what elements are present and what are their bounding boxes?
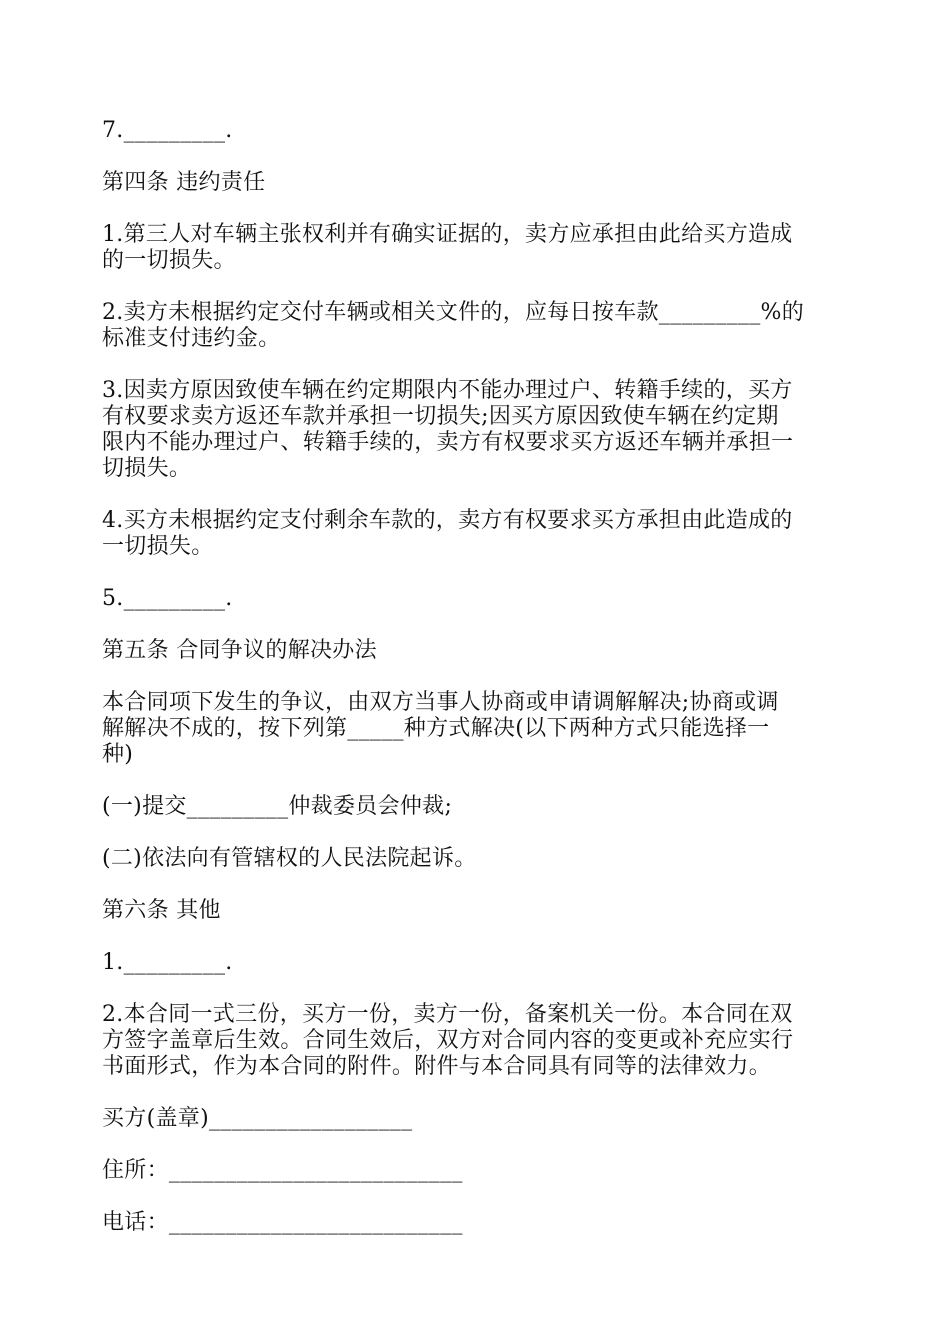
contract-paragraph <box>102 690 852 768</box>
contract-paragraph <box>102 794 852 820</box>
paragraph-line: (一)提交_________仲裁委员会仲裁; <box>102 794 453 819</box>
contract-paragraph <box>102 170 852 196</box>
paragraph-line: 切损失。 <box>102 456 192 481</box>
paragraph-line: (二)依法向有管辖权的人民法院起诉。 <box>102 846 477 871</box>
paragraph-line: 住所：__________________________ <box>102 1158 463 1183</box>
paragraph-line: 解解决不成的，按下列第_____种方式解决(以下两种方式只能选择一 <box>102 716 770 741</box>
contract-paragraph <box>102 1106 852 1132</box>
contract-paragraph <box>102 222 852 274</box>
paragraph-line: 标准支付违约金。 <box>102 326 281 351</box>
contract-paragraph <box>102 586 852 612</box>
paragraph-line: 的一切损失。 <box>102 248 236 273</box>
paragraph-line: 1._________. <box>102 950 233 975</box>
paragraph-line: 第四条 违约责任 <box>102 170 266 195</box>
paragraph-line: 7._________. <box>102 118 233 143</box>
paragraph-line: 本合同项下发生的争议，由双方当事人协商或申请调解解决;协商或调 <box>102 690 779 715</box>
paragraph-line: 种) <box>102 742 134 767</box>
paragraph-line: 第六条 其他 <box>102 898 221 923</box>
paragraph-line: 4.买方未根据约定支付剩余车款的，卖方有权要求买方承担由此造成的 <box>102 508 793 533</box>
contract-page <box>102 118 852 1262</box>
contract-paragraph <box>102 1002 852 1080</box>
paragraph-line: 1.第三人对车辆主张权利并有确实证据的，卖方应承担由此给买方造成 <box>102 222 793 247</box>
paragraph-line: 3.因卖方原因致使车辆在约定期限内不能办理过户、转籍手续的，买方 <box>102 378 793 403</box>
paragraph-line: 书面形式，作为本合同的附件。附件与本合同具有同等的法律效力。 <box>102 1054 772 1079</box>
paragraph-line: 买方(盖章)__________________ <box>102 1106 413 1131</box>
contract-paragraph <box>102 300 852 352</box>
paragraph-line: 电话：__________________________ <box>102 1210 463 1235</box>
contract-paragraph <box>102 950 852 976</box>
paragraph-line: 2.本合同一式三份，买方一份，卖方一份，备案机关一份。本合同在双 <box>102 1002 793 1027</box>
contract-paragraph <box>102 118 852 144</box>
paragraph-line: 限内不能办理过户、转籍手续的，卖方有权要求买方返还车辆并承担一 <box>102 430 794 455</box>
paragraph-line: 2.卖方未根据约定交付车辆或相关文件的，应每日按车款_________%的 <box>102 300 804 325</box>
contract-paragraph <box>102 898 852 924</box>
contract-paragraph <box>102 508 852 560</box>
paragraph-line: 方签字盖章后生效。合同生效后，双方对合同内容的变更或补充应实行 <box>102 1028 794 1053</box>
contract-paragraph <box>102 638 852 664</box>
contract-paragraph <box>102 378 852 482</box>
paragraph-line: 有权要求卖方返还车款并承担一切损失;因买方原因致使车辆在约定期 <box>102 404 779 429</box>
paragraph-line: 第五条 合同争议的解决办法 <box>102 638 377 663</box>
contract-paragraph <box>102 846 852 872</box>
contract-paragraph <box>102 1158 852 1184</box>
paragraph-line: 一切损失。 <box>102 534 214 559</box>
paragraph-line: 5._________. <box>102 586 233 611</box>
contract-paragraph <box>102 1210 852 1236</box>
